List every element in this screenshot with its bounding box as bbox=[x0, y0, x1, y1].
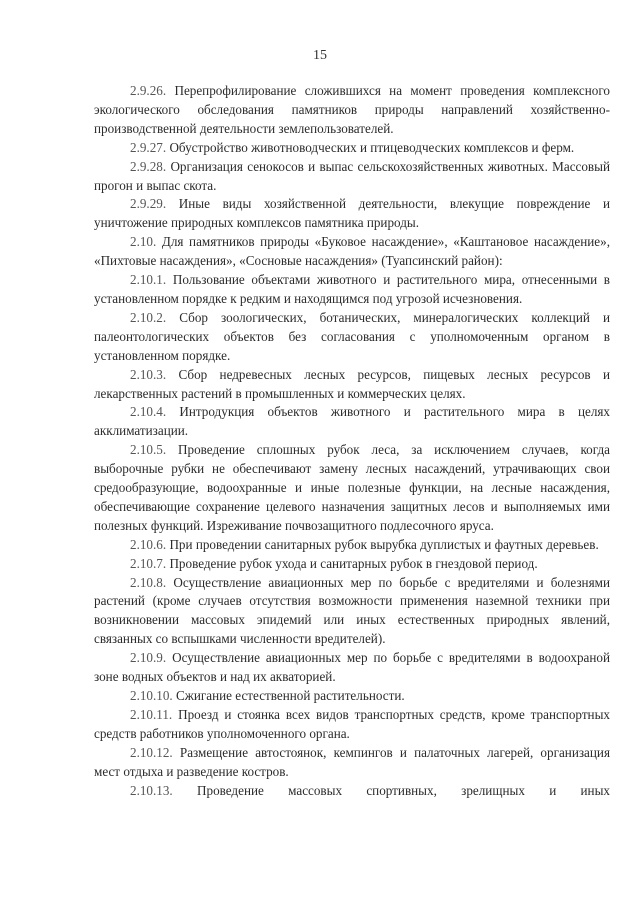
clause-paragraph bbox=[94, 309, 610, 366]
clause-text: Перепрофилирование сложившихся на момент проведения комплексного экологического обследования памятников природы направлений хозяйственно-производственной деятельности землепользователей. bbox=[94, 83, 610, 136]
clause-paragraph bbox=[94, 649, 610, 687]
clause-paragraph bbox=[94, 555, 610, 574]
clause-text: Для памятников природы «Буковое насаждение», «Каштановое насаждение», «Пихтовые насаждения», «Сосновые насаждения» (Туапсинский район): bbox=[94, 234, 610, 269]
clause-number: 2.10.5. bbox=[130, 442, 167, 458]
clause-paragraph bbox=[94, 82, 610, 139]
clause-text: Интродукция объектов животного и растительного мира в целях акклиматизации. bbox=[94, 404, 610, 439]
clause-text: Иные виды хозяйственной деятельности, влекущие повреждение и уничтожение природных комплексов памятника природы. bbox=[94, 196, 610, 231]
clause-text: Сбор зоологических, ботанических, минералогических коллекций и палеонтологических объектов без согласования с уполномоченным органом в установленном порядке. bbox=[94, 309, 610, 363]
clause-text: Сжигание естественной растительности. bbox=[176, 688, 405, 703]
clause-paragraph bbox=[94, 687, 610, 706]
clause-paragraph bbox=[94, 536, 610, 555]
clause-number: 2.10.10. bbox=[130, 688, 173, 703]
clause-number: 2.10.8. bbox=[130, 574, 167, 590]
clause-number: 2.9.26. bbox=[130, 83, 167, 98]
clause-number: 2.10.9. bbox=[130, 650, 167, 666]
clause-number: 2.10.6. bbox=[130, 536, 167, 552]
clause-text: Проведение массовых спортивных, зрелищных и иных bbox=[197, 782, 610, 798]
clause-text: Осуществление авиационных мер по борьбе с вредителями и болезнями растений (кроме случаев отсутствия возможности применения наземной техники при возникновении массовых эпидемий или иных естественных природных явлений, связанных со вспышками численности вредителей). bbox=[94, 574, 610, 647]
clause-number: 2.10.2. bbox=[130, 309, 167, 325]
page-number: 15 bbox=[313, 48, 327, 63]
clause-paragraph bbox=[94, 195, 610, 233]
clause-number: 2.10.3. bbox=[130, 366, 167, 382]
clause-paragraph bbox=[94, 441, 610, 536]
clause-paragraph bbox=[94, 574, 610, 650]
clause-number: 2.10.4. bbox=[130, 404, 167, 420]
clause-paragraph bbox=[94, 271, 610, 309]
clause-text: Осуществление авиационных мер по борьбе с вредителями в водоохраной зоне водных объектов и над их акваторией. bbox=[94, 650, 610, 685]
clause-number: 2.10. bbox=[130, 234, 157, 250]
clause-paragraph bbox=[94, 233, 610, 271]
clause-text: Обустройство животноводческих и птицеводческих комплексов и ферм. bbox=[169, 139, 575, 155]
clause-paragraph bbox=[94, 782, 610, 801]
clause-paragraph bbox=[94, 403, 610, 441]
clause-number: 2.9.27. bbox=[130, 139, 167, 155]
clause-number: 2.10.1. bbox=[130, 272, 167, 288]
clause-paragraph bbox=[94, 366, 610, 404]
clause-number: 2.10.13. bbox=[130, 782, 173, 798]
clause-number: 2.10.7. bbox=[130, 555, 167, 571]
clause-text: Пользование объектами животного и растительного мира, отнесенными в установленном порядке к редким и находящимся под угрозой исчезновения. bbox=[94, 272, 610, 306]
clause-paragraph bbox=[94, 706, 610, 744]
clause-number: 2.10.11. bbox=[130, 706, 173, 722]
clause-number: 2.9.28. bbox=[130, 158, 167, 174]
clause-number: 2.9.29. bbox=[130, 196, 167, 212]
clause-text: Проведение рубок ухода и санитарных рубок в гнездовой период. bbox=[169, 555, 538, 571]
clause-paragraph bbox=[94, 744, 610, 782]
clause-number: 2.10.12. bbox=[130, 744, 173, 760]
clause-text: При проведении санитарных рубок вырубка дуплистых и фаутных деревьев. bbox=[169, 536, 599, 552]
clause-text: Проезд и стоянка всех видов транспортных средств, кроме транспортных средств работников уполномоченного органа. bbox=[94, 706, 610, 741]
document-body bbox=[94, 82, 610, 800]
clause-text: Организация сенокосов и выпас сельскохозяйственных животных. Массовый прогон и выпас скота. bbox=[94, 158, 610, 193]
clause-text: Сбор недревесных лесных ресурсов, пищевых лесных ресурсов и лекарственных растений в промышленных и коммерческих целях. bbox=[94, 366, 610, 401]
clause-paragraph bbox=[94, 139, 610, 158]
clause-text: Проведение сплошных рубок леса, за исключением случаев, когда выборочные рубки не обеспечивают замену лесных насаждений, утрачивающих свои средообразующие, водоохранные и иные полезные функции, на лесные насаждения, обеспечивающие сохранение целевого назначения защитных лесов и выполняемых ими полезных функций. Изреживание почвозащитного подлесочного яруса. bbox=[94, 442, 610, 533]
clause-paragraph bbox=[94, 158, 610, 196]
clause-text: Размещение автостоянок, кемпингов и палаточных лагерей, организация мест отдыха и разведение костров. bbox=[94, 744, 610, 779]
